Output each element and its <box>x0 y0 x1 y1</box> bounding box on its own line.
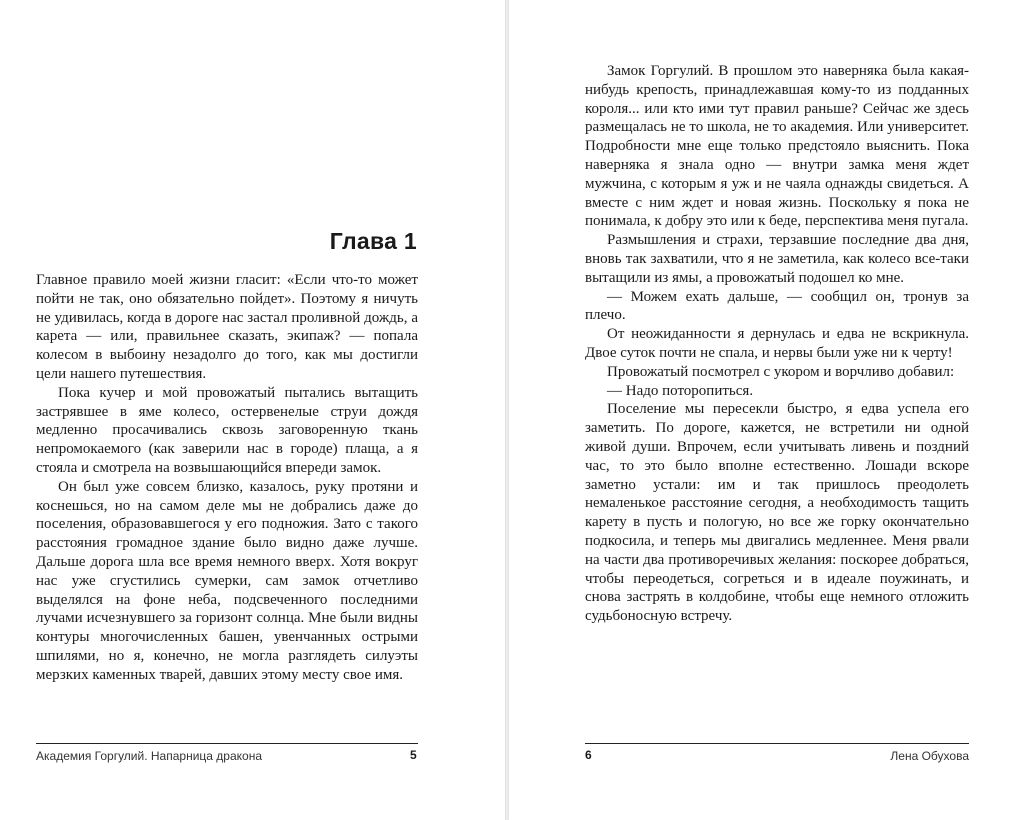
footer-divider <box>36 743 418 744</box>
paragraph: — Можем ехать дальше, — сообщил он, тронув за плечо. <box>585 288 969 324</box>
right-page-body <box>585 62 969 626</box>
page-number: 6 <box>585 748 592 762</box>
paragraph: Поселение мы пересекли быстро, я едва успела его заметить. По дороге, кажется, не встретили ни одной живой души. Впрочем, если учитывать ливень и поздний час, то это было вполне естественно. Лошади вскоре заметно устали: им и так пришлось преодолеть немаленькое расстояние сегодня, а необходимость тащить карету в пусть и пологую, но все же горку окончательно подкосила, и теперь мы двигались медленнее. Меня рвали на части два противоречивых желания: поскорее добраться, чтобы переодеться, согреться и в идеале поужинать, и снова застрять в колдобине, чтобы еще немного отложить судьбоносную встречу. <box>585 401 969 625</box>
left-page-body <box>36 271 418 685</box>
right-page <box>509 0 1014 820</box>
chapter-title: Глава 1 <box>329 228 417 254</box>
paragraph: Главное правило моей жизни гласит: «Если что-то может пойти не так, оно обязательно пойдет». Поэтому я ничуть не удивилась, когда в дороге нас застал проливной дождь, а карета — или, правильнее сказать, экипаж? — попала колесом в выбоину незадолго до того, как мы достигли цели нашего путешествия. <box>36 272 418 382</box>
paragraph: Провожатый посмотрел с укором и ворчливо добавил: <box>607 363 955 380</box>
paragraph: — Надо поторопиться. <box>607 382 754 399</box>
left-page <box>0 0 505 820</box>
running-head-book-title: Академия Горгулий. Напарница дракона <box>36 749 262 763</box>
paragraph: Пока кучер и мой провожатый пытались вытащить застрявшее в яме колесо, остервенелые струи дождя медленно просачивались сквозь заговоренную ткань непромокаемого (как заверили нас в городе) плаща, а я стояла и смотрела на возвышающийся впереди замок. <box>36 384 418 476</box>
paragraph: Замок Горгулий. В прошлом это наверняка была какая-нибудь крепость, принадлежавшая кому-то из подданных короля... или кто ими тут правил раньше? Сейчас же здесь размещалась не то школа, не то академия. Или университет. Подробности мне еще только предстояло выяснить. Пока наверняка я знала одно — внутри замка меня ждет мужчина, с которым я уж и не чаяла однажды свидеться. А вместе с ним ждет и новая жизнь. Поскольку я пока не понимала, к добру это или к беде, перспектива меня пугала. <box>585 63 969 230</box>
footer-divider <box>585 743 969 744</box>
paragraph: Размышления и страхи, терзавшие последние два дня, вновь так захватили, что я не заметила, как колесо все-таки вытащили из ямы, а провожатый подошел ко мне. <box>585 232 969 286</box>
page-number: 5 <box>410 748 417 762</box>
paragraph: От неожиданности я дернулась и едва не вскрикнула. Двое суток почти не спала, и нервы были уже ни к черту! <box>585 326 969 361</box>
paragraph: Он был уже совсем близко, казалось, руку протяни и коснешься, но на самом деле мы не добрались даже до поселения, образовавшегося у его подножия. Зато с такого расстояния громадное здание было видно даже лучше. Дальше дорога шла все время немного вверх. Хотя вокруг нас уже сгустились сумерки, сам замок отчетливо выделялся на фоне неба, подсвеченного последними лучами исчезнувшего за горизонт солнца. Мне были видны контуры многочисленных башен, увенчанных острыми шпилями, но я, конечно, не могла разглядеть силуэты мерзких каменных тварей, давших этому месту свое имя. <box>36 478 418 683</box>
running-head-author: Лена Обухова <box>890 749 969 763</box>
